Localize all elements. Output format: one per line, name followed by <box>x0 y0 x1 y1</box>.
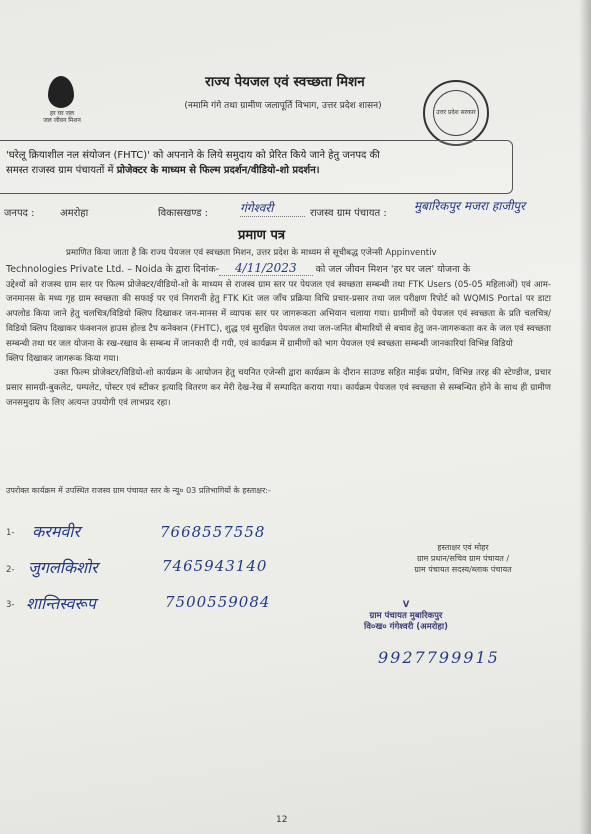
body-line-2 <box>6 261 551 278</box>
subject-line-1: 'घरेलू क्रियाशील नल संयोजन (FHTC)' को अपनाने के लिये समुदाय को प्रेरित किये जाने हेतु जनपद की <box>6 150 380 161</box>
certificate-body <box>6 246 551 411</box>
panchayat-value: मुबारिकपुर मजरा हाजीपुर <box>414 199 526 213</box>
block-value: गंगेश्वरी <box>240 199 305 217</box>
har-ghar-jal-logo-icon <box>36 76 88 132</box>
body-paragraph-2: उक्त फिल्म प्रोजेक्टर/विडियो-शो कार्यक्रम के आयोजन हेतु चयनित एजेन्सी द्वारा कार्यक्रम के दौरान साउण्ड सहित माईक प्रयोग, विभिन्न तरह की स्टेण्डीज, प्रचार प्रसार सामग्री-बुकलेट, पम्पलेट, पोस्टर एवं स्टीकर इत्यादि वितरण कर मेरी देख-रेख में सम्पादित कराया गया। कार्यक्रम पेयजल एवं स्वच्छता से सम्बन्धित होने के साथ ही ग्रामीण जनसमुदाय के लिए अत्यन्त उपयोगी एवं लाभप्रद रहा। <box>6 368 551 408</box>
body-line-1: प्रमाणित किया जाता है कि राज्य पेयजल एवं स्वच्छता मिशन, उत्तर प्रदेश के माध्यम से सूचीबद्ध एजेन्सी Appinventiv <box>66 248 437 258</box>
stamp-line-0: V <box>402 600 410 610</box>
attendee-3-signature: शान्तिस्वरूप <box>26 594 96 613</box>
district-label: जनपद : <box>4 208 35 219</box>
signature-label-2: ग्राम प्रधान/सचिव ग्राम पंचायत / <box>416 554 510 563</box>
attendee-1-phone: 7668557558 <box>160 523 266 541</box>
attendee-3-phone: 7500559084 <box>165 593 271 611</box>
attendee-2-number: 2- <box>6 565 15 575</box>
gram-panchayat-stamp <box>364 600 448 633</box>
subject-line-2-prefix: समस्त राजस्व ग्राम पंचायतों में <box>6 165 117 176</box>
page-number: 12 <box>276 815 288 825</box>
seal-text: उत्तर प्रदेश सरकार <box>433 90 479 136</box>
block-label: विकासखण्ड : <box>158 208 209 219</box>
body-agency: Technologies Private Ltd. – Noida के द्वारा दिनांक- <box>6 263 220 275</box>
signature-block-labels <box>368 542 558 575</box>
attendee-2-signature: जुगलकिशोर <box>28 558 98 577</box>
attendee-2-phone: 7465943140 <box>162 557 268 575</box>
stamp-line-1: ग्राम पंचायत मुबारिकपुर <box>369 611 443 621</box>
body-line-2-tail: को जल जीवन मिशन 'हर घर जल' योजना के <box>315 263 471 275</box>
signature-label-1: हस्ताक्षर एवं मोहर <box>437 543 489 552</box>
page-edge-shadow <box>579 0 591 834</box>
signature-label-3: ग्राम पंचायत सदस्य/ब्लाक पंचायत <box>414 565 512 574</box>
document-subtitle: (नमामि गंगे तथा ग्रामीण जलापूर्ति विभाग, उत्तर प्रदेश शासन) <box>184 101 382 111</box>
subject-line-2-bold: प्रोजेक्टर के माध्यम से फिल्म प्रदर्शन/वीडियो-शो प्रदर्शन। <box>116 165 320 176</box>
pradhan-phone: 9927799915 <box>378 648 500 667</box>
attendees-intro: उपरोक्त कार्यक्रम में उपस्थित राजस्व ग्राम पंचायत स्तर के न्यू० 03 प्रतिभागियों के हस्ताक्षर:- <box>6 486 271 495</box>
attendee-1-number: 1- <box>6 528 15 538</box>
subject-text <box>6 148 511 178</box>
program-date: 4/11/2023 <box>219 261 313 276</box>
subject-line-2 <box>6 163 511 178</box>
attendee-1-signature: करमवीर <box>32 522 80 541</box>
panchayat-label: राजस्व ग्राम पंचायत : <box>310 208 387 219</box>
certificate-title: प्रमाण पत्र <box>238 228 286 243</box>
up-government-seal-icon <box>423 80 489 146</box>
body-paragraph-1: उद्देश्यों को राजस्व ग्राम स्तर पर फिल्म प्रोजेक्टर/वीडियो-शो के माध्यम से राजस्व ग्राम स्तर पर पेयजल एवं स्वच्छता सम्बन्धी तथा FTK Users (05-05 महिलाओं) एवं आम-जनमानस के मध्य गृह ग्राम स्वच्छता की सफाई पर एवं निगरानी हेतु FTK Kit जल जाँच प्रक्रिया विधि प्रचार-प्रसार तथा जल परीक्षण रिपोर्ट को WQMIS Portal पर डाटा अपलोड किया जाने हेतु चलचित्र/विडियो क्लिप दिखाकर जन-मानस में व्यापक स्तर पर जागरूकता अभियान चलाया गया। ग्रामीणों को पेयजल एवं स्वच्छता के प्रति चलचित्र/विडियो क्लिप दिखाकर फंक्शनल हाउस होल्ड टैप कनेक्शन (FHTC), शुद्ध एवं सुरक्षित पेयजल तथा जल-जनित बीमारियों से बचाव हेतु जन-जागरूकता कर के जल एवं स्वच्छता सम्बन्धी तथा घर जल योजना के रख-रखाव के सम्बन्ध में जानकारी दी गयी, एवं कार्यक्रम में ग्रामीणों को भाग पेयजल एवं स्वच्छता सम्बन्धी जानकारियां विभिन्न विडियो <box>6 279 551 349</box>
body-paragraph-1-end: क्लिप दिखाकर जागरूक किया गया। <box>6 353 119 364</box>
document-title: राज्य पेयजल एवं स्वच्छता मिशन <box>205 74 365 90</box>
attendee-3-number: 3- <box>6 600 15 610</box>
district-value: अमरोहा <box>60 208 89 219</box>
logo-caption: हर घर जल जल जीवन मिशन <box>43 110 81 124</box>
stamp-line-2: वि०ख० गंगेश्वरी (अमरोहा) <box>364 622 448 632</box>
